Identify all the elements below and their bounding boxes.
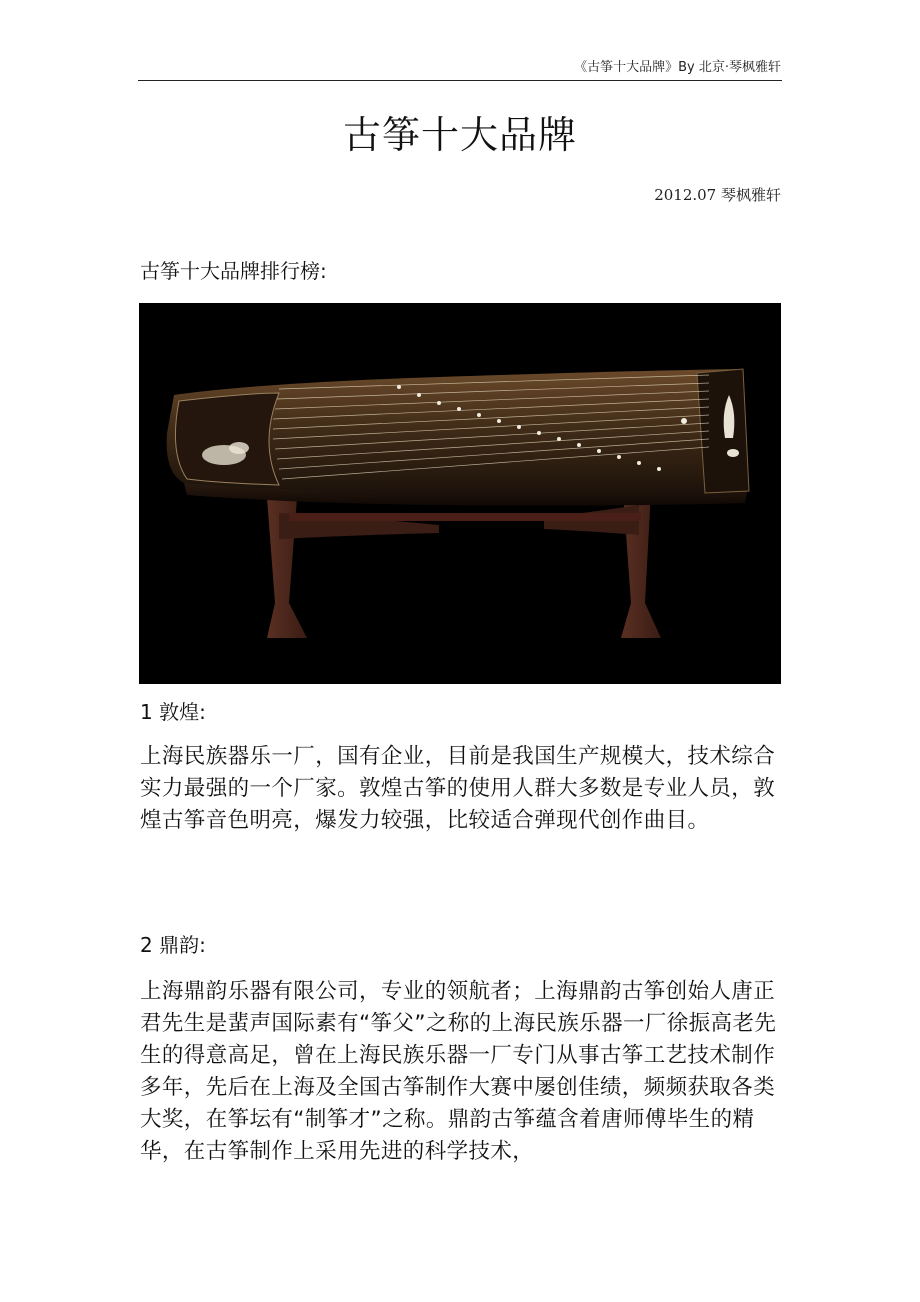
header-divider	[138, 80, 782, 81]
date-author-line: 2012.07 琴枫雅轩	[654, 186, 781, 204]
brand-1-description: 上海民族器乐一厂，国有企业，目前是我国生产规模大，技术综合实力最强的一个厂家。敦煌古筝的使用人群大多数是专业人员，敦煌古筝音色明亮，爆发力较强，比较适合弹现代创作曲目。	[140, 744, 776, 833]
brand-2-heading: 2 鼎韵:	[140, 933, 206, 957]
guzheng-photo	[139, 303, 781, 684]
brand-1-heading: 1 敦煌:	[140, 700, 206, 724]
brand-2-description: 上海鼎韵乐器有限公司，专业的领航者；上海鼎韵古筝创始人唐正君先生是蜚声国际素有“筝父”之称的上海民族乐器一厂徐振高老先生的得意高足，曾在上海民族乐器一厂专门从事古筝工艺技术制作多年，先后在上海及全国古筝制作大赛中屡创佳绩，频频获取各类大奖，在筝坛有“制筝才”之称。鼎韵古筝蕴含着唐师傅毕生的精华，在古筝制作上采用先进的科学技术，	[140, 979, 777, 1164]
ranking-intro-label: 古筝十大品牌排行榜:	[140, 259, 327, 283]
running-header: 《古筝十大品牌》By 北京·琴枫雅轩	[574, 60, 781, 75]
document-title: 古筝十大品牌	[342, 113, 577, 157]
